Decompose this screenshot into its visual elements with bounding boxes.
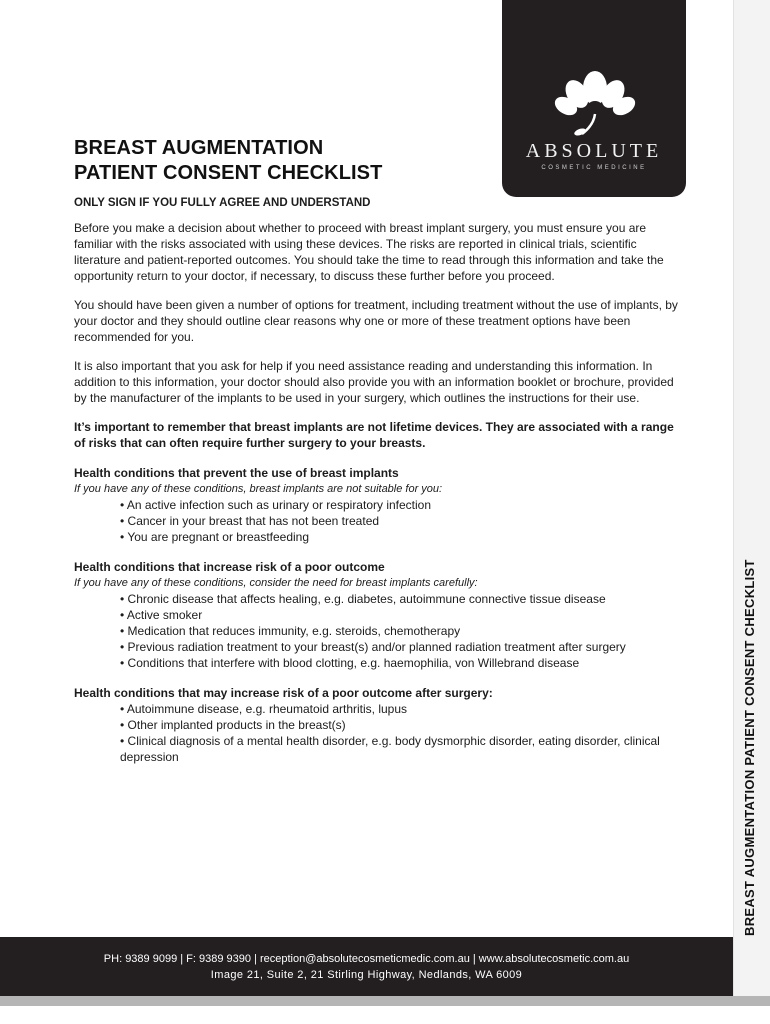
footer [0,937,733,996]
bottom-bar [0,996,770,1006]
section-note-prevent: If you have any of these conditions, breast implants are not suitable for you: [74,483,443,495]
condition-list-prevent [74,497,686,545]
title-line-1: BREAST AUGMENTATION [74,137,324,159]
flower-logo-icon [550,70,640,140]
list-item: • Previous radiation treatment to your breast(s) and/or planned radiation treatment after surgery [120,639,686,655]
section-title-after-surgery: Health conditions that may increase risk of a poor outcome after surgery: [74,686,493,700]
list-item: • Medication that reduces immunity, e.g. steroids, chemotherapy [120,623,686,639]
list-item: • Active smoker [120,607,686,623]
section-note-increase: If you have any of these conditions, consider the need for breast implants carefully: [74,577,478,589]
footer-address-line: Image 21, Suite 2, 21 Stirling Highway, Nedlands, WA 6009 [210,969,523,981]
logo-tagline: COSMETIC MEDICINE [541,165,647,171]
list-item: • Other implanted products in the breast(s) [120,717,686,733]
page-title [74,136,686,186]
list-item: • Conditions that interfere with blood clotting, e.g. haemophilia, von Willebrand disease [120,655,686,671]
list-item: • Chronic disease that affects healing, e.g. diabetes, autoimmune connective tissue disease [120,591,686,607]
section-title-prevent: Health conditions that prevent the use of breast implants [74,466,399,480]
logo-name: ABSOLUTE [525,140,663,162]
assistance-paragraph: It is also important that you ask for help if you need assistance reading and understanding this information. In addition to this information, your doctor should also provide you with an information booklet or brochure, provided by the manufacturer of the implants to be used in your surgery, which outlines the instructions for their use. [74,359,674,405]
subheading: ONLY SIGN IF YOU FULLY AGREE AND UNDERSTAND [74,197,371,209]
list-item: • An active infection such as urinary or respiratory infection [120,497,686,513]
condition-list-increase [74,591,686,671]
footer-contact-line: PH: 9389 9099 | F: 9389 9390 | reception@absolutecosmeticmedic.com.au | www.absolutecosmetic.com.au [103,953,630,965]
options-paragraph: You should have been given a number of options for treatment, including treatment without the use of implants, by your doctor and they should outline clear reasons why one or more of these treatment options have been recommended for you. [74,298,678,344]
list-item: • Autoimmune disease, e.g. rheumatoid arthritis, lupus [120,701,686,717]
list-item: • You are pregnant or breastfeeding [120,529,686,545]
warning-paragraph: It’s important to remember that breast implants are not lifetime devices. They are associated with a range of risks that can often require further surgery to your breasts. [74,420,674,450]
condition-list-after-surgery [74,701,686,765]
list-item: • Clinical diagnosis of a mental health disorder, e.g. body dysmorphic disorder, eating disorder, clinical depression [120,733,686,765]
side-title [733,0,770,940]
list-item: • Cancer in your breast that has not been treated [120,513,686,529]
title-line-2: PATIENT CONSENT CHECKLIST [74,162,383,184]
section-title-increase: Health conditions that increase risk of a poor outcome [74,560,385,574]
intro-paragraph: Before you make a decision about whether to proceed with breast implant surgery, you must ensure you are familiar with the risks associated with using these devices. The risks are reported in clinical trials, scientific literature and patient-reported outcomes. You should take the time to read through this information and take the opportunity return to your doctor, if necessary, to discuss these further before you proceed. [74,221,664,283]
document-body [74,136,686,765]
side-title-text: BREAST AUGMENTATION PATIENT CONSENT CHECKLIST [742,559,757,936]
